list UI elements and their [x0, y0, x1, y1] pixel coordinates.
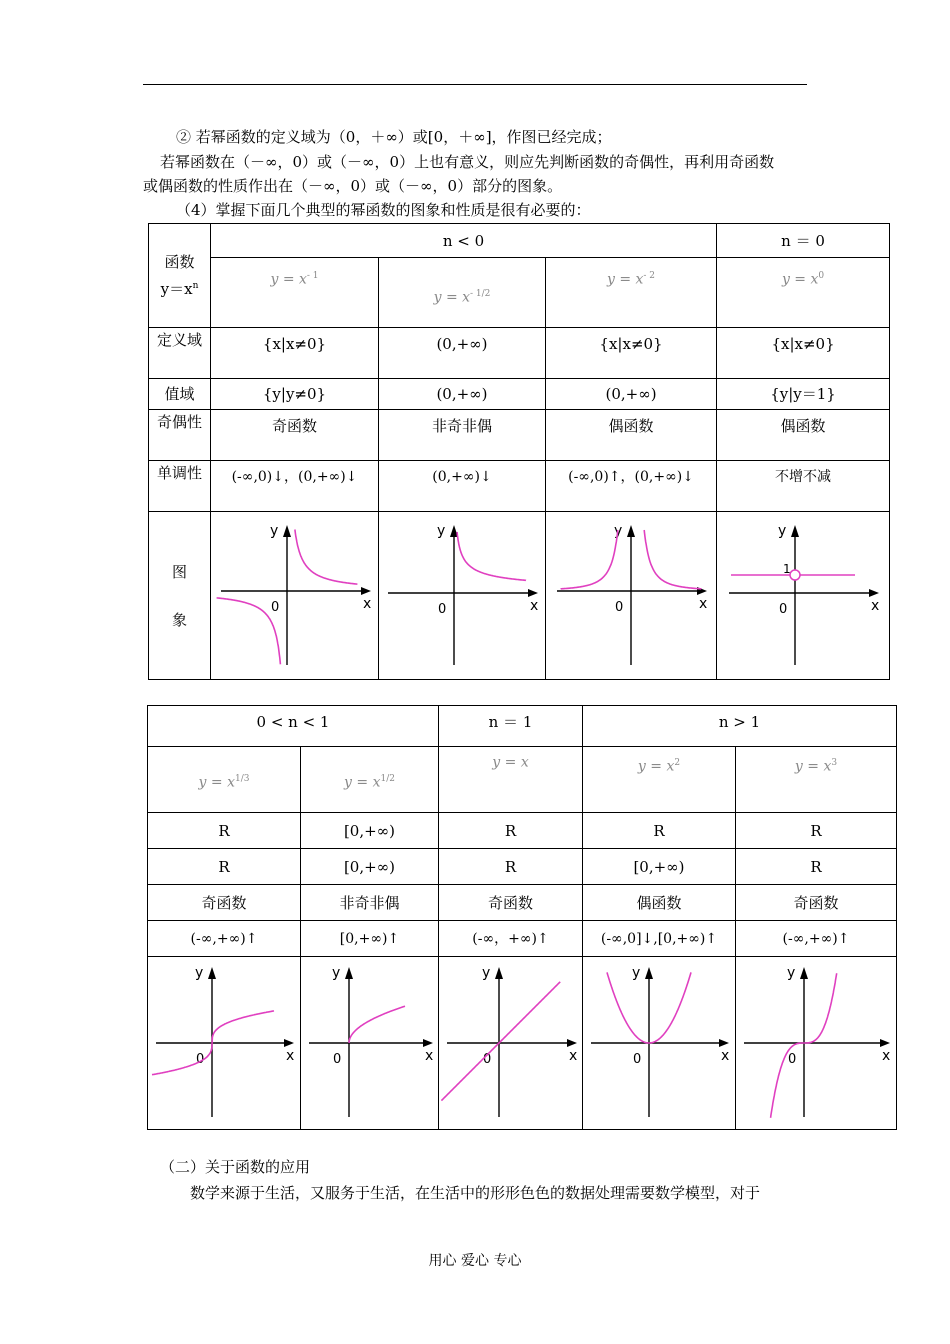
paragraph-line: 或偶函数的性质作出在（－∞，0）或（－∞，0）部分的图象。: [143, 177, 563, 195]
origin-label: 0: [615, 599, 624, 615]
x-axis-arrow: [567, 1039, 577, 1047]
y-axis-label: y: [614, 522, 623, 539]
y-axis-label: y: [778, 522, 787, 539]
cell-value: (0,+∞)↓: [379, 461, 546, 512]
formula-cell: [439, 747, 583, 813]
cell-value: {x|x≠0}: [211, 328, 379, 379]
x-axis-arrow: [869, 589, 879, 597]
y-axis-arrow: [208, 967, 216, 979]
y-axis-arrow: [645, 967, 653, 979]
formula-base: y = x: [781, 271, 819, 288]
graph-y-x-inv: [215, 521, 375, 671]
formula-cell: [148, 747, 301, 813]
y-axis-arrow: [495, 967, 503, 979]
x-axis-label: x: [362, 595, 371, 612]
x-axis-label: x: [721, 1048, 730, 1064]
section-body: 数学来源于生活，又服务于生活，在生活中的形形色色的数据处理需要数学模型，对于: [190, 1184, 761, 1202]
formula-base: y = x: [270, 271, 307, 288]
y-axis-label: y: [787, 965, 796, 981]
graph-y-x-sq: [585, 963, 733, 1123]
cell-value: R: [148, 813, 301, 849]
graph-y-x-cbrt: [150, 963, 298, 1123]
cell-value: {y|y≠0}: [211, 379, 379, 410]
graph-cell: [736, 957, 897, 1130]
header-rule: [143, 84, 807, 85]
cell-value: R: [439, 813, 583, 849]
cell-value: R: [736, 849, 897, 885]
paragraph-line: ② 若幂函数的定义域为（0，＋∞）或[0，＋∞]，作图已经完成；: [176, 128, 612, 146]
formula-base: y = x: [637, 758, 675, 775]
formula-cell: [583, 747, 736, 813]
row-label: 奇偶性: [149, 410, 211, 461]
cell-value: (0,+∞): [546, 379, 717, 410]
x-axis-arrow: [361, 587, 371, 595]
graph-y-x: [441, 963, 581, 1123]
formula-base: y = x: [794, 758, 832, 775]
origin-label: 0: [482, 1052, 491, 1067]
graph-cell: [379, 512, 546, 680]
cell-value: 偶函数: [583, 885, 736, 921]
origin-label: 0: [270, 599, 279, 615]
group-header: n ＝ 1: [439, 706, 583, 747]
formula-cell: [379, 258, 546, 328]
x-axis-arrow: [880, 1039, 890, 1047]
graph-cell: [211, 512, 379, 680]
cell-value: (-∞,0)↑，(0,+∞)↓: [546, 461, 717, 512]
cell-value: R: [439, 849, 583, 885]
y-axis-arrow: [800, 967, 808, 979]
origin-label: 0: [633, 1052, 642, 1067]
y-axis-label: y: [331, 965, 340, 981]
header-label-text: 函数: [164, 253, 195, 271]
origin-label: 0: [196, 1052, 205, 1067]
cell-value: 奇函数: [148, 885, 301, 921]
cell-value: 偶函数: [717, 410, 890, 461]
x-axis-label: x: [286, 1048, 295, 1064]
formula-base: y = x: [606, 271, 644, 288]
graph-label-text: 象: [171, 610, 187, 629]
origin-label: 0: [788, 1052, 797, 1067]
graph-cell: [583, 957, 736, 1130]
cell-value: (0,+∞): [379, 328, 546, 379]
graph-cell: [439, 957, 583, 1130]
cell-value: (-∞,+∞)↑: [148, 921, 301, 957]
formula-cell: [717, 258, 890, 328]
formula-exponent: 1/2: [380, 774, 395, 784]
formula-exponent: 1/3: [234, 774, 250, 784]
x-axis-arrow: [423, 1039, 433, 1047]
function-curve: [644, 530, 701, 589]
power-function-table-1: [148, 223, 890, 680]
cell-value: [0,+∞): [583, 849, 736, 885]
x-axis-arrow: [719, 1039, 729, 1047]
y-axis-label: y: [632, 965, 641, 981]
formula-cell: [546, 258, 717, 328]
cell-value: 非奇非偶: [379, 410, 546, 461]
group-header: 0 < n < 1: [148, 706, 439, 747]
y-axis-arrow: [283, 525, 291, 537]
graph-row-label: [149, 512, 211, 680]
x-axis-label: x: [424, 1048, 433, 1064]
header-label-text: y＝x: [160, 280, 193, 298]
cell-value: 不增不减: [717, 461, 890, 512]
section-title: （二）关于函数的应用: [160, 1158, 311, 1176]
one-label: 1: [783, 561, 791, 576]
origin-label: 0: [779, 601, 788, 617]
x-axis-label: x: [568, 1048, 577, 1064]
cell-value: 奇函数: [736, 885, 897, 921]
origin-label: 0: [332, 1052, 341, 1067]
cell-value: {x|x≠0}: [717, 328, 890, 379]
graph-y-x-sqrt: [303, 963, 437, 1123]
cell-value: (-∞,+∞)↑: [736, 921, 897, 957]
x-axis-arrow: [528, 589, 538, 597]
function-curve: [441, 982, 560, 1101]
page-footer: 用心 爱心 专心: [428, 1253, 522, 1269]
y-axis-arrow: [627, 525, 635, 537]
graph-y-x-zero: [723, 521, 883, 671]
cell-value: [0,+∞): [301, 813, 439, 849]
graph-label-text: 图: [171, 562, 187, 581]
cell-value: (-∞,0)↓，(0,+∞)↓: [211, 461, 379, 512]
group-header: n ＝ 0: [717, 224, 890, 258]
cell-value: 非奇非偶: [301, 885, 439, 921]
graph-cell: [546, 512, 717, 680]
x-axis-arrow: [284, 1039, 294, 1047]
x-axis-label: x: [530, 597, 539, 614]
cell-value: {y|y＝1}: [717, 379, 890, 410]
row-label: 定义域: [149, 328, 211, 379]
function-curve: [294, 529, 357, 584]
formula-exponent: - 2: [643, 271, 656, 281]
x-axis-label: x: [871, 597, 880, 614]
row-label: 单调性: [149, 461, 211, 512]
power-function-table-2: [147, 705, 897, 1130]
cell-value: 奇函数: [211, 410, 379, 461]
group-header: n < 0: [211, 224, 717, 258]
formula-exponent: - 1/2: [470, 289, 491, 299]
graph-cell: [301, 957, 439, 1130]
y-axis-arrow: [345, 967, 353, 979]
cell-value: (-∞，+∞)↑: [439, 921, 583, 957]
cell-value: [0,+∞)↑: [301, 921, 439, 957]
cell-value: R: [736, 813, 897, 849]
formula-cell: [301, 747, 439, 813]
function-curve: [349, 1006, 405, 1043]
y-axis-label: y: [269, 522, 278, 539]
graph-cell: [717, 512, 890, 680]
paragraph-line: （4）掌握下面几个典型的幂函数的图象和性质是很有必要的：: [176, 201, 591, 219]
formula-exponent: 3: [831, 758, 838, 768]
origin-label: 0: [438, 601, 447, 617]
group-header: n > 1: [583, 706, 897, 747]
function-curve: [561, 530, 618, 589]
cell-value: (-∞,0]↓,[0,+∞)↑: [583, 921, 736, 957]
formula-exponent: 0: [818, 271, 825, 281]
graph-y-x-cube: [738, 963, 894, 1123]
x-axis-label: x: [882, 1048, 891, 1064]
cell-value: (0,+∞): [379, 379, 546, 410]
x-axis-label: x: [699, 595, 708, 612]
row-label: 值域: [149, 379, 211, 410]
cell-value: 偶函数: [546, 410, 717, 461]
formula-cell: [211, 258, 379, 328]
cell-value: R: [148, 849, 301, 885]
cell-value: [0,+∞): [301, 849, 439, 885]
y-axis-label: y: [481, 965, 490, 981]
header-label-sup: n: [192, 281, 199, 291]
formula-base: y = x: [344, 774, 381, 791]
cell-value: 奇函数: [439, 885, 583, 921]
paragraph-line: 若幂函数在（－∞，0）或（－∞，0）上也有意义，则应先判断函数的奇偶性，再利用奇函数: [160, 153, 775, 171]
graph-cell: [148, 957, 301, 1130]
function-curve: [457, 532, 526, 580]
y-axis-label: y: [195, 965, 204, 981]
cell-value: {x|x≠0}: [546, 328, 717, 379]
y-axis-arrow: [791, 525, 799, 537]
header-label-cell: [149, 224, 211, 328]
formula-base: y = x: [433, 289, 471, 306]
cell-value: R: [583, 813, 736, 849]
hole-marker: [790, 570, 800, 580]
formula-cell: [736, 747, 897, 813]
formula-base: y = x: [492, 754, 529, 771]
graph-y-x-inv-sq: [551, 521, 711, 671]
y-axis-label: y: [437, 522, 446, 539]
formula-base: y = x: [198, 774, 235, 791]
formula-exponent: - 1: [306, 271, 319, 281]
formula-exponent: 2: [674, 758, 681, 768]
graph-y-x-inv-half: [382, 521, 542, 671]
